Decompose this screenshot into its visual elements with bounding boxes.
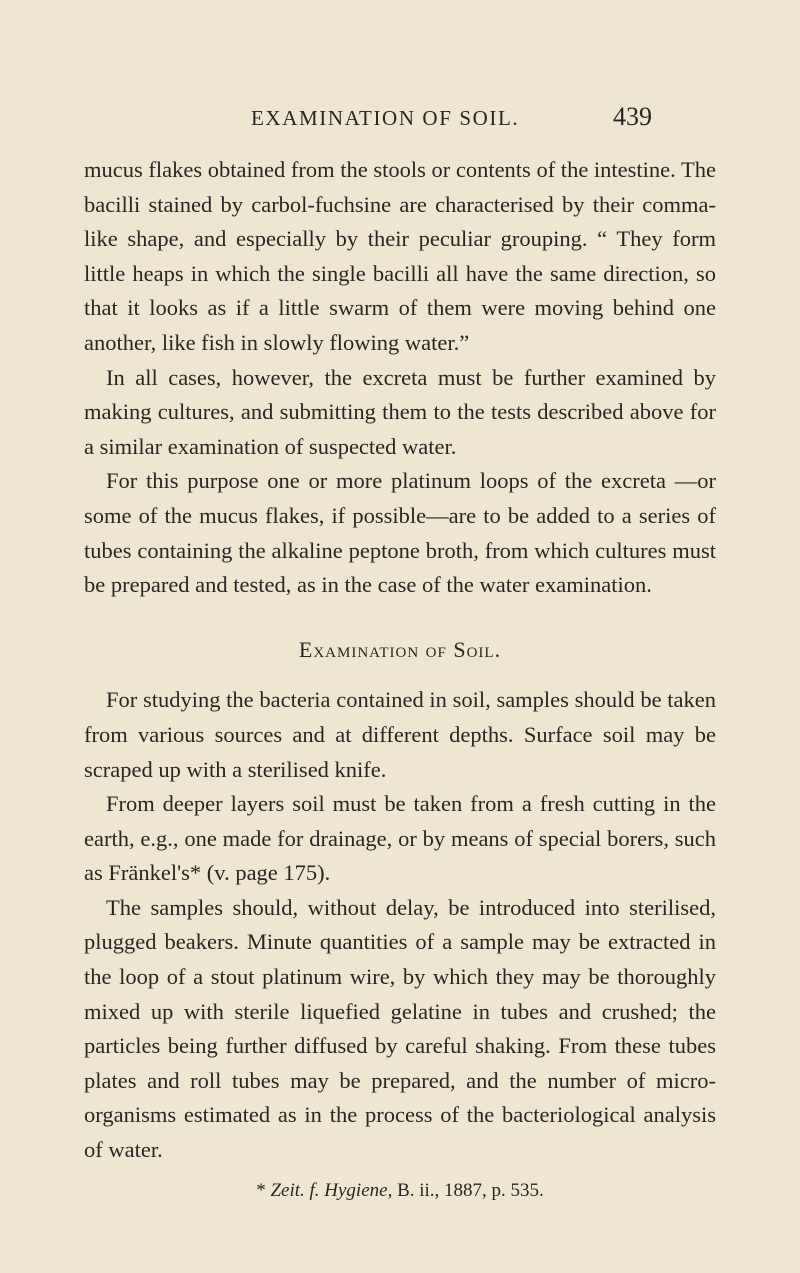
paragraph: The samples should, without delay, be introduced into sterilised, plugged beakers. Minute quantities of a sample may be extracted in the loop of a stout platinum wire, by which they may be thoroughly mixed up with sterile liquefied gelatine in tubes and crushed; the particles being further diffused by careful shaking. From these tubes plates and roll tubes may be prepared, and the number of micro-organisms estimated as in the process of the bacteriological analysis of water.	[84, 894, 716, 1163]
paragraph: For studying the bacteria contained in soil, samples should be taken from various sources and at different depths. Surface soil may be scraped up with a sterilised knife.	[84, 687, 716, 782]
paragraph: In all cases, however, the excreta must be further examined by making cultures, and submitting them to the tests described above for a similar examination of suspected water.	[84, 364, 716, 459]
page-number: 439	[613, 102, 652, 131]
running-head	[0, 92, 800, 132]
running-title: EXAMINATION OF SOIL.	[251, 106, 520, 130]
paragraph: From deeper layers soil must be taken from a fresh cutting in the earth, e.g., one made for drainage, or by means of special borers, such as Fränkel's* (v. page 175).	[84, 791, 716, 886]
paragraph: For this purpose one or more platinum loops of the excreta —or some of the mucus flakes, if possible—are to be added to a series of tubes containing the alkaline peptone broth, from which cultures must be prepared and tested, as in the case of the water examination.	[84, 468, 716, 598]
footnote-citation: B. ii., 1887, p. 535.	[397, 1179, 544, 1201]
footnote-journal: Zeit. f. Hygiene,	[270, 1179, 393, 1201]
footnote	[84, 1174, 716, 1209]
paragraph-continued: mucus flakes obtained from the stools or contents of the intestine. The bacilli stained by carbol-fuchsine are characterised by their comma-like shape, and especially by their peculiar grouping. “ They form little heaps in which the single bacilli all have the same direction, so that it looks as if a little swarm of them were moving behind one another, like fish in slowly flowing water.”	[84, 157, 716, 355]
footnote-marker: *	[256, 1179, 266, 1201]
section-heading: Examination of Soil.	[298, 636, 502, 662]
body-text	[84, 153, 716, 1208]
